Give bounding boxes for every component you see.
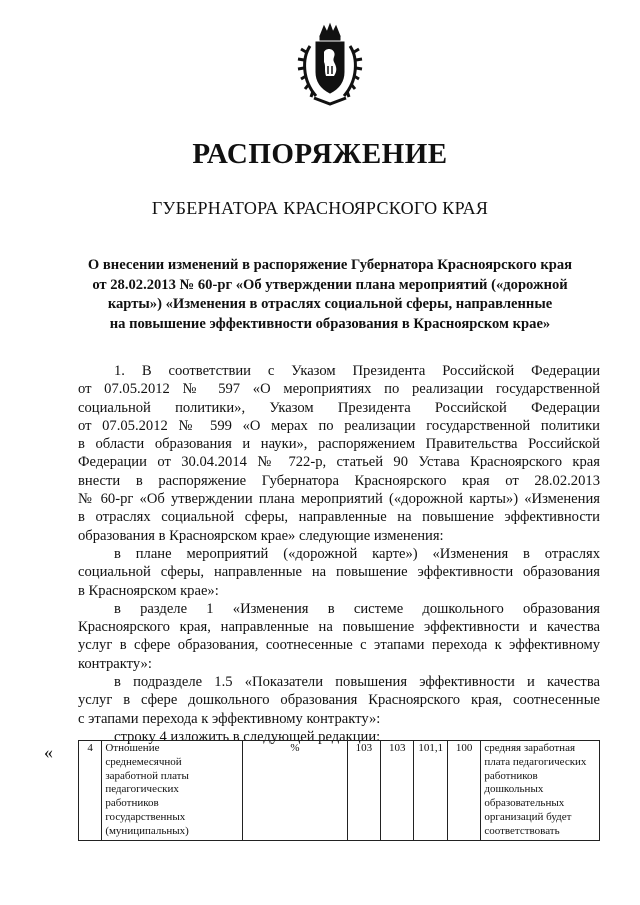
text-line: 1. В соответствии с Указом Президента Российской Федерации [114,363,600,379]
text-line: с этапами перехода к эффективному контракту»: [78,710,381,727]
text-line: в разделе 1 «Изменения в системе дошкольного образования [114,600,600,617]
cell-line: Отношение [105,742,160,754]
document-subtitle: ГУБЕРНАТОРА КРАСНОЯРСКОГО КРАЯ [151,198,489,218]
cell-line: работников [484,769,538,782]
indicator-name-cell [102,741,243,841]
cell-line: государственных [105,810,186,823]
text-line: в плане мероприятий («дорожной карте») «Изменения в отраслях [114,545,600,562]
value-cell: 101,1 [414,741,447,841]
cell-line: соответствовать [484,824,560,837]
text-line: в области образования и науки», распоряжением Правительства Российской [78,436,600,453]
row-number-cell: 4 [79,741,102,841]
text-line: контракту»: [78,655,152,672]
paragraph-3 [78,600,600,673]
text-line: в подразделе 1.5 «Показатели повышения эффективности и качества [114,674,600,691]
text-line: в отраслях социальной сферы, направленные на повышение эффективности [78,509,600,526]
heading-line: карты») «Изменения в отраслях социальной сферы, направленные [107,296,553,312]
text-line: социальной сферы, направленные на повышение эффективности образования [78,564,600,581]
krasnoyarsk-coat-of-arms-icon [296,22,364,108]
paragraph-4 [78,673,600,728]
indicator-table [78,740,600,841]
cell-line: дошкольных [484,783,544,796]
text-line: от 07.05.2012 № 599 «О мерах по реализации государственной политики [78,417,600,434]
unit-cell: % [243,741,347,841]
opening-quote: « [44,742,53,762]
paragraph-2 [78,545,600,600]
cell-line: заработной платы [105,769,189,782]
text-line: услуг в сфере дошкольного образования Красноярского края, соотнесенные [78,692,600,709]
note-cell [481,741,600,841]
value-cell: 100 [447,741,480,841]
text-line: услуг в сфере образования, соотнесенные с этапами перехода к эффективному [78,637,600,654]
text-line: от 07.05.2012 № 597 «О мероприятиях по реализации государственной [78,381,600,398]
heading-line: на повышение эффективности образования в Красноярском крае» [109,315,551,332]
heading-line: О внесении изменений в распоряжение Губернатора Красноярского края [87,257,573,273]
cell-line: среднемесячной [105,755,182,768]
cell-line: работников [105,797,159,810]
document-title: РАСПОРЯЖЕНИЕ [192,138,448,170]
document-body [78,362,600,746]
value-cell: 103 [347,741,380,841]
text-line: образования в Красноярском крае» следующие изменения: [78,527,444,544]
cell-line: (муниципальных) [105,824,189,837]
cell-line: средняя заработная [484,742,576,754]
table-row [79,741,600,841]
value-cell: 103 [381,741,414,841]
order-heading [60,256,600,334]
text-line: № 60-рг «Об утверждении плана мероприятий («дорожной карты») «Изменения [78,491,600,508]
paragraph-1 [78,362,600,545]
cell-line: организаций будет [484,810,572,823]
text-line: в Красноярском крае»: [78,582,219,599]
text-line: строку 4 изложить в следующей редакции: [114,728,381,745]
text-line: социальной политики», Указом Президента Российской Федерации [78,399,600,416]
heading-line: от 28.02.2013 № 60-рг «Об утверждении плана мероприятий («дорожной [92,276,568,293]
text-line: внести в распоряжение Губернатора Красноярского края от 28.02.2013 [78,472,600,489]
cell-line: образовательных [484,797,565,810]
cell-line: плата педагогических [484,755,587,768]
text-line: Федерации от 30.04.2014 № 722-р, статьей 90 Устава Красноярского края [78,454,600,471]
cell-line: педагогических [105,783,179,796]
text-line: Красноярского края, направленные на повышение эффективности и качества [78,619,600,636]
